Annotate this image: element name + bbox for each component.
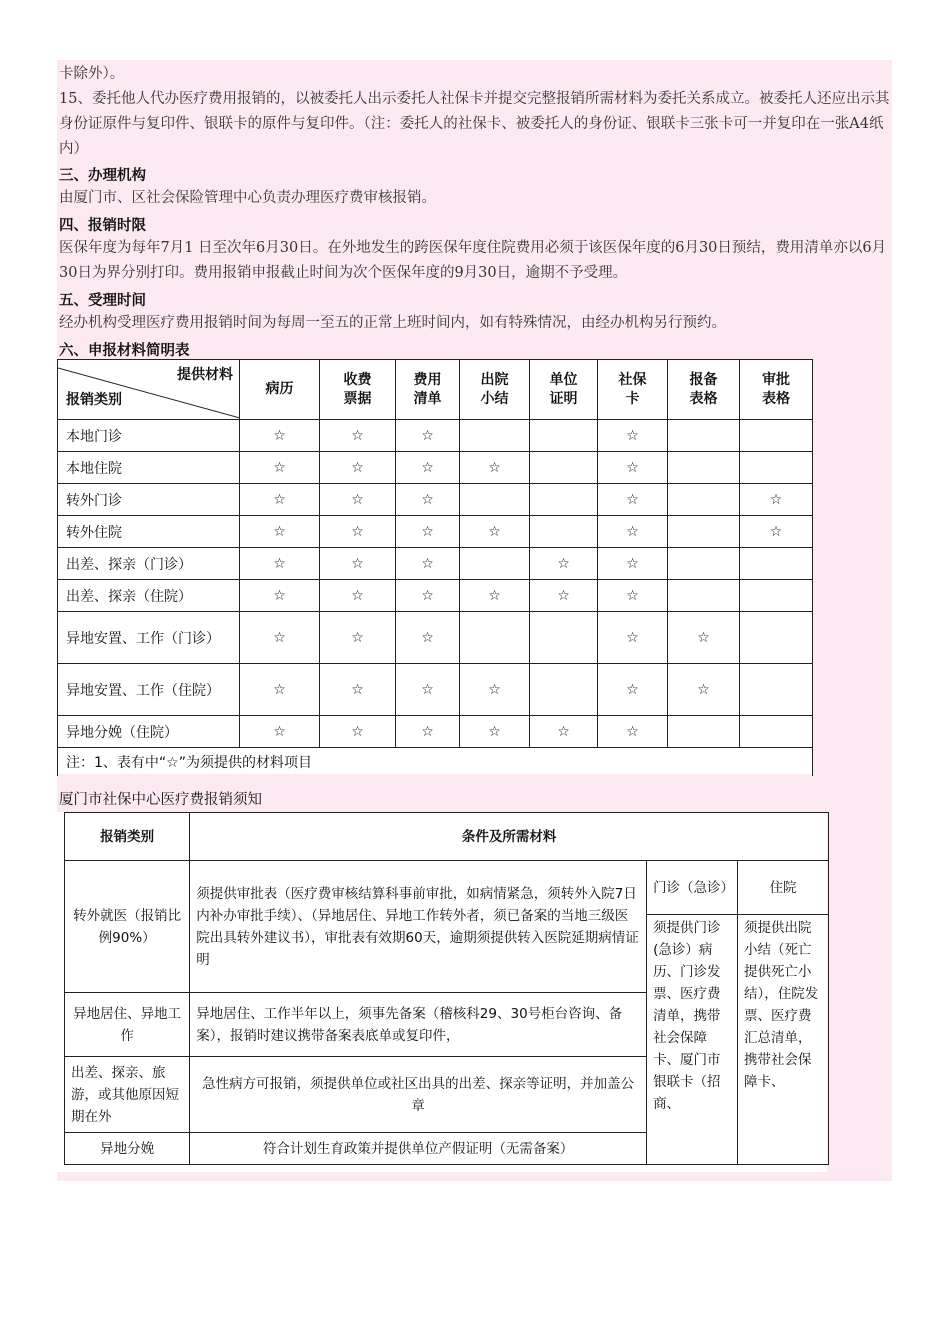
star-mark: ☆ — [351, 629, 364, 646]
table-row — [58, 664, 813, 716]
empty-cell — [740, 452, 813, 484]
star-cell — [460, 580, 530, 612]
star-mark: ☆ — [421, 555, 434, 572]
star-mark: ☆ — [769, 491, 783, 508]
row-conditions-business-trip: 急性病方可报销，须提供单位或社区出具的出差、探亲等证明，并加盖公章 — [190, 1057, 647, 1133]
star-mark: ☆ — [626, 681, 639, 698]
header-inpatient: 住院 — [738, 861, 829, 915]
star-cell — [240, 580, 320, 612]
star-cell — [320, 484, 396, 516]
empty-cell — [668, 716, 740, 748]
empty-cell — [740, 664, 813, 716]
star-cell — [240, 612, 320, 664]
empty-cell — [530, 664, 598, 716]
star-mark: ☆ — [626, 427, 639, 444]
star-cell — [598, 484, 668, 516]
star-mark: ☆ — [421, 491, 434, 508]
star-cell — [460, 516, 530, 548]
star-cell — [740, 516, 813, 548]
star-mark: ☆ — [351, 491, 364, 508]
col-header — [240, 360, 320, 420]
row-category-childbirth: 异地分娩 — [65, 1133, 190, 1165]
star-mark: ☆ — [626, 523, 639, 540]
star-cell — [598, 420, 668, 452]
star-mark: ☆ — [421, 427, 434, 444]
star-cell — [396, 664, 460, 716]
star-mark: ☆ — [421, 681, 434, 698]
star-mark: ☆ — [488, 681, 501, 698]
star-mark: ☆ — [273, 427, 286, 444]
empty-cell — [740, 548, 813, 580]
header-category: 报销类别 — [65, 813, 190, 861]
empty-cell — [668, 484, 740, 516]
corner-header-cell — [58, 360, 240, 420]
star-cell — [396, 548, 460, 580]
star-cell — [320, 452, 396, 484]
star-mark: ☆ — [488, 459, 501, 476]
star-mark: ☆ — [273, 459, 286, 476]
star-cell — [240, 516, 320, 548]
table-row — [58, 612, 813, 664]
col-header-label: 报备表格 — [689, 371, 718, 407]
star-cell — [320, 548, 396, 580]
reimbursement-notice-title: 厦门市社保中心医疗费报销须知 — [59, 792, 262, 808]
star-cell — [530, 548, 598, 580]
star-cell — [460, 716, 530, 748]
empty-cell — [530, 612, 598, 664]
star-cell — [598, 516, 668, 548]
outpatient-materials: 须提供门诊(急诊）病历、门诊发票、医疗费清单，携带社会保障卡、厦门市银联卡（招商、 — [647, 915, 738, 1165]
star-mark: ☆ — [626, 629, 639, 646]
paragraph-acceptance-time: 经办机构受理医疗费用报销时间为每周一至五的正常上班时间内，如有特殊情况，由经办机构另行预约。 — [59, 315, 726, 331]
col-header — [740, 360, 813, 420]
star-mark: ☆ — [557, 555, 570, 572]
star-cell — [530, 716, 598, 748]
star-mark: ☆ — [351, 523, 364, 540]
star-cell — [396, 516, 460, 548]
star-mark: ☆ — [273, 555, 286, 572]
star-mark: ☆ — [351, 587, 364, 604]
star-cell — [240, 716, 320, 748]
empty-cell — [530, 484, 598, 516]
star-cell — [598, 548, 668, 580]
star-mark: ☆ — [697, 629, 710, 646]
col-header-label: 社保卡 — [618, 371, 647, 407]
star-mark: ☆ — [488, 723, 501, 740]
star-cell — [396, 612, 460, 664]
empty-cell — [740, 612, 813, 664]
table-note: 注：1、表有中“☆”为须提供的材料项目 — [58, 748, 813, 776]
star-mark: ☆ — [421, 629, 434, 646]
star-cell — [396, 484, 460, 516]
star-cell — [320, 516, 396, 548]
star-cell — [668, 612, 740, 664]
star-cell — [240, 452, 320, 484]
header-conditions: 条件及所需材料 — [190, 813, 829, 861]
star-mark: ☆ — [351, 427, 364, 444]
table-row — [58, 716, 813, 748]
star-cell — [460, 664, 530, 716]
corner-bottom-label: 报销类别 — [66, 392, 122, 408]
heading-time-limit: 四、报销时限 — [59, 218, 146, 234]
col-header — [530, 360, 598, 420]
reimbursement-notice-table — [57, 812, 827, 1172]
star-mark: ☆ — [488, 587, 501, 604]
empty-cell — [740, 716, 813, 748]
empty-cell — [668, 420, 740, 452]
row-category-business-trip: 出差、探亲、旅游，或其他原因短期在外 — [65, 1057, 190, 1133]
row-conditions-transfer: 须提供审批表（医疗费审核结算科事前审批，如病情紧急，须转外入院7日内补办审批手续）、（异地居住、异地工作转外者，须已备案的当地三级医院出具转外建议书），审批表有效期60天，逾期须提供转入医院延期病情证明 — [190, 861, 647, 993]
star-cell — [320, 716, 396, 748]
col-header — [668, 360, 740, 420]
star-mark: ☆ — [769, 523, 783, 540]
empty-cell — [530, 452, 598, 484]
heading-materials-table: 六、申报材料简明表 — [59, 343, 190, 359]
star-cell — [396, 716, 460, 748]
star-cell — [740, 484, 813, 516]
star-cell — [240, 420, 320, 452]
row-label: 出差、探亲（住院） — [58, 580, 240, 612]
star-mark: ☆ — [273, 629, 286, 646]
star-mark: ☆ — [351, 681, 364, 698]
col-header — [320, 360, 396, 420]
paragraph-card-exception: 卡除外）。 — [59, 66, 125, 82]
star-cell — [240, 664, 320, 716]
star-mark: ☆ — [626, 587, 639, 604]
col-header — [396, 360, 460, 420]
table-row — [58, 484, 813, 516]
star-cell — [598, 452, 668, 484]
table-row — [58, 548, 813, 580]
row-label: 转外住院 — [58, 516, 240, 548]
col-header-label: 审批表格 — [762, 371, 790, 407]
row-label: 异地安置、工作（住院） — [58, 664, 240, 716]
table-row — [58, 516, 813, 548]
star-cell — [598, 580, 668, 612]
empty-cell — [668, 548, 740, 580]
star-mark: ☆ — [351, 459, 364, 476]
paragraph-agency: 由厦门市、区社会保险管理中心负责办理医疗费审核报销。 — [59, 190, 436, 206]
row-label: 出差、探亲（门诊） — [58, 548, 240, 580]
star-cell — [396, 420, 460, 452]
star-mark: ☆ — [697, 681, 710, 698]
star-cell — [598, 612, 668, 664]
empty-cell — [460, 548, 530, 580]
paragraph-time-limit: 医保年度为每年7月1 日至次年6月30日。在外地发生的跨医保年度住院费用必须于该医保年度的6月30日预结，费用清单亦以6月30日为界分别打印。费用报销申报截止时间为次个医保年度的9月30日，逾期不予受理。 — [59, 240, 887, 281]
star-cell — [598, 664, 668, 716]
col-header-label: 病历 — [265, 381, 294, 397]
table-row — [58, 452, 813, 484]
row-label: 本地住院 — [58, 452, 240, 484]
star-cell — [396, 452, 460, 484]
row-conditions-childbirth: 符合计划生育政策并提供单位产假证明（无需备案） — [190, 1133, 647, 1165]
empty-cell — [530, 420, 598, 452]
star-mark: ☆ — [626, 459, 639, 476]
document-page — [57, 60, 892, 1181]
star-mark: ☆ — [273, 587, 286, 604]
row-category-transfer: 转外就医（报销比例90%） — [65, 861, 190, 993]
row-label: 异地安置、工作（门诊） — [58, 612, 240, 664]
empty-cell — [460, 612, 530, 664]
empty-cell — [668, 452, 740, 484]
star-mark: ☆ — [626, 723, 639, 740]
corner-top-label: 提供材料 — [177, 367, 233, 383]
col-header — [598, 360, 668, 420]
star-mark: ☆ — [273, 681, 286, 698]
star-cell — [320, 420, 396, 452]
materials-table — [57, 359, 812, 774]
empty-cell — [460, 420, 530, 452]
empty-cell — [740, 420, 813, 452]
table-row — [58, 420, 813, 452]
row-label: 本地门诊 — [58, 420, 240, 452]
inpatient-materials: 须提供出院小结（死亡提供死亡小结），住院发票、医疗费汇总清单，携带社会保障卡、 — [738, 915, 829, 1165]
empty-cell — [460, 484, 530, 516]
star-mark: ☆ — [421, 587, 434, 604]
col-header-label: 出院小结 — [480, 371, 509, 407]
star-mark: ☆ — [421, 723, 434, 740]
empty-cell — [530, 516, 598, 548]
star-mark: ☆ — [273, 491, 286, 508]
star-cell — [320, 612, 396, 664]
star-cell — [598, 716, 668, 748]
heading-agency: 三、办理机构 — [59, 168, 146, 184]
heading-acceptance-time: 五、受理时间 — [59, 293, 146, 309]
star-mark: ☆ — [488, 523, 501, 540]
star-mark: ☆ — [351, 723, 364, 740]
empty-cell — [668, 516, 740, 548]
row-label: 转外门诊 — [58, 484, 240, 516]
col-header — [460, 360, 530, 420]
star-mark: ☆ — [273, 723, 286, 740]
empty-cell — [740, 580, 813, 612]
row-conditions-remote-living: 异地居住、工作半年以上，须事先备案（稽核科29、30号柜台咨询、备案），报销时建议携带备案表底单或复印件， — [190, 993, 647, 1057]
star-cell — [460, 452, 530, 484]
star-cell — [240, 548, 320, 580]
col-header-label: 收费票据 — [343, 371, 372, 407]
col-header-label: 费用清单 — [413, 371, 442, 407]
star-cell — [320, 664, 396, 716]
star-cell — [240, 484, 320, 516]
star-mark: ☆ — [557, 723, 570, 740]
star-mark: ☆ — [626, 555, 639, 572]
star-cell — [320, 580, 396, 612]
empty-cell — [668, 580, 740, 612]
row-label: 异地分娩（住院） — [58, 716, 240, 748]
header-outpatient: 门诊（急诊） — [647, 861, 738, 915]
star-cell — [530, 580, 598, 612]
row-category-remote-living: 异地居住、异地工作 — [65, 993, 190, 1057]
star-cell — [396, 580, 460, 612]
star-mark: ☆ — [626, 491, 639, 508]
star-mark: ☆ — [421, 459, 434, 476]
paragraph-item-15: 15、委托他人代办医疗费用报销的，以被委托人出示委托人社保卡并提交完整报销所需材料为委托关系成立。被委托人还应出示其身份证原件与复印件、银联卡的原件与复印件。（注：委托人的社保卡、被委托人的身份证、银联卡三张卡可一并复印在一张A4纸内） — [59, 91, 890, 157]
star-mark: ☆ — [273, 523, 286, 540]
star-mark: ☆ — [421, 523, 434, 540]
star-cell — [668, 664, 740, 716]
star-mark: ☆ — [351, 555, 364, 572]
table-row — [58, 580, 813, 612]
star-mark: ☆ — [557, 587, 570, 604]
col-header-label: 单位证明 — [549, 371, 578, 407]
